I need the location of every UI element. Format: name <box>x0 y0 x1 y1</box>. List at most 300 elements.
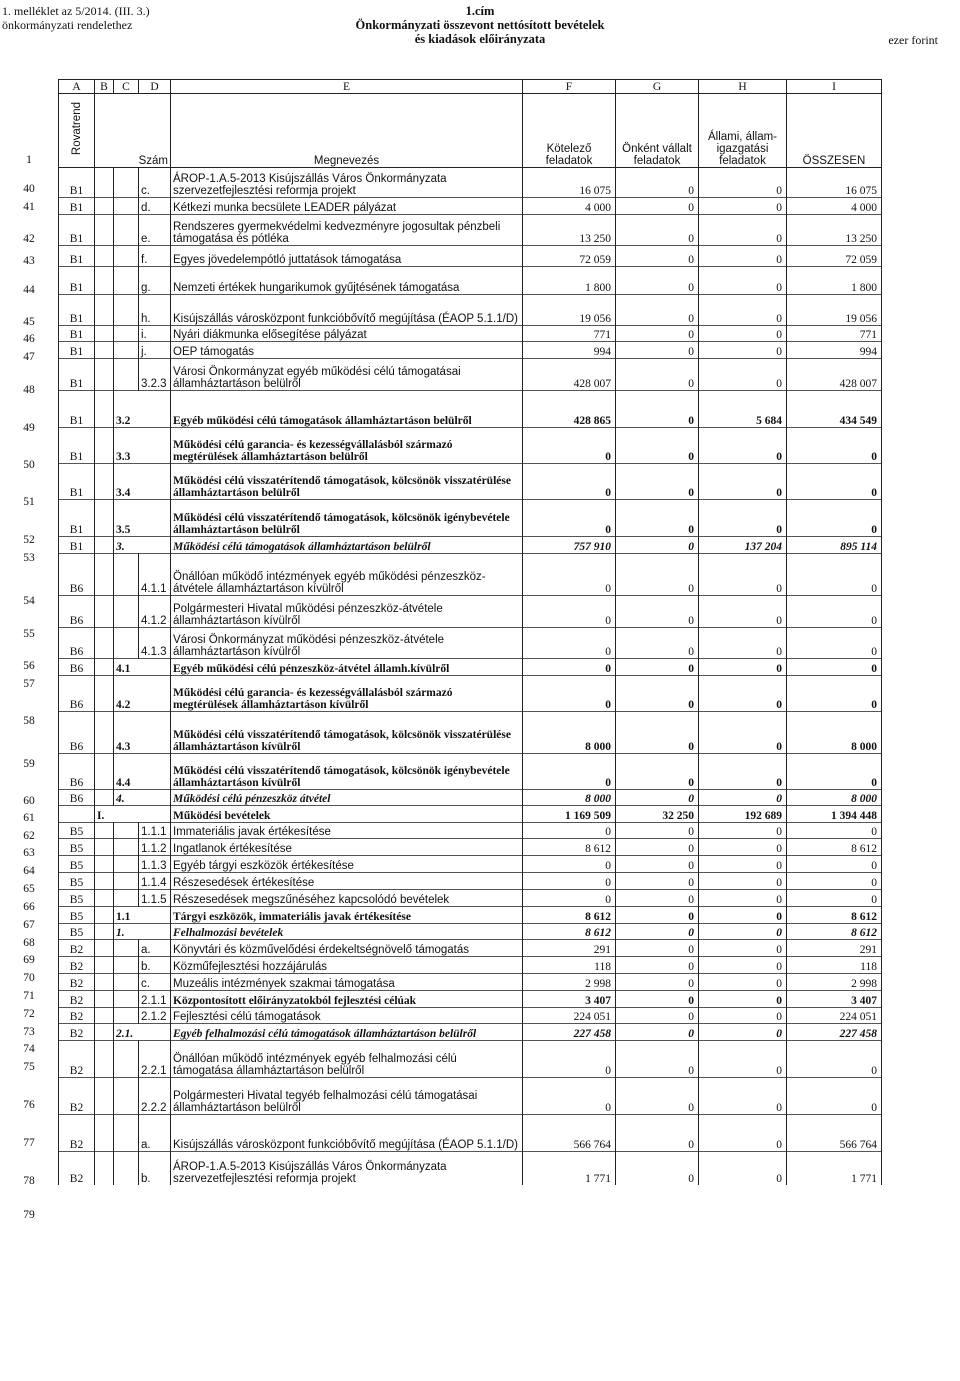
row-number: 75 <box>23 1061 35 1073</box>
table-row <box>59 873 882 890</box>
table-row <box>59 428 882 464</box>
spacer-cell <box>95 428 114 464</box>
kotelezo-header: Kötelező feladatok <box>523 94 616 168</box>
value-h: 192 689 <box>699 806 787 823</box>
row-number: 63 <box>23 847 35 859</box>
value-g: 0 <box>616 326 699 342</box>
value-i: 1 800 <box>787 267 882 295</box>
table-row <box>59 554 882 596</box>
rovatrend-cell: B2 <box>59 957 95 974</box>
value-g: 0 <box>616 554 699 596</box>
spacer-cell <box>95 754 114 790</box>
spacer-cell <box>95 326 114 342</box>
row-number: 52 <box>23 534 35 546</box>
row-number: 46 <box>23 333 35 345</box>
value-h: 0 <box>699 856 787 873</box>
value-f: 0 <box>523 464 616 500</box>
szam-cell: 1.1.5 <box>139 890 171 907</box>
col-letter-h: H <box>699 80 787 94</box>
rovatrend-cell: B5 <box>59 856 95 873</box>
value-h: 0 <box>699 957 787 974</box>
value-i: 0 <box>787 628 882 659</box>
rovatrend-cell: B5 <box>59 924 95 940</box>
value-f: 118 <box>523 957 616 974</box>
value-f: 3 407 <box>523 991 616 1008</box>
value-g: 0 <box>616 342 699 359</box>
item-name: Rendszeres gyermekvédelmi kedvezményre jogosultak pénzbeli támogatása és pótléka <box>171 215 523 246</box>
value-h: 0 <box>699 974 787 991</box>
value-i: 0 <box>787 1041 882 1078</box>
spacer-cell <box>114 342 139 359</box>
rovatrend-cell: B1 <box>59 246 95 267</box>
row-number: 65 <box>23 883 35 895</box>
value-g: 0 <box>616 659 699 676</box>
szam-cell: c. <box>139 168 171 198</box>
annex-line-1: 1. melléklet az 5/2014. (III. 3.) <box>2 4 150 18</box>
spacer-cell <box>95 790 114 806</box>
value-h: 0 <box>699 596 787 628</box>
szam-cell: i. <box>139 326 171 342</box>
value-h: 0 <box>699 342 787 359</box>
row-number: 79 <box>23 1209 35 1221</box>
spacer-cell <box>95 991 114 1008</box>
spacer-cell <box>95 342 114 359</box>
value-h: 0 <box>699 198 787 215</box>
item-name: Polgármesteri Hivatal tegyéb felhalmozási célú támogatásai államháztartáson belülről <box>171 1078 523 1115</box>
value-g: 0 <box>616 215 699 246</box>
value-i: 428 007 <box>787 359 882 391</box>
value-h: 0 <box>699 659 787 676</box>
item-name: Nemzeti értékek hungarikumok gyűjtésének támogatása <box>171 267 523 295</box>
row-number: 60 <box>23 795 35 807</box>
col-letter-f: F <box>523 80 616 94</box>
title-line-2: Önkormányzati összevont nettósított bevételek <box>355 18 605 32</box>
row-number: 49 <box>23 422 35 434</box>
szam-header: Szám <box>95 94 171 168</box>
spacer-cell <box>114 1078 139 1115</box>
table-row <box>59 295 882 326</box>
spacer-cell <box>95 890 114 907</box>
szam-cell: a. <box>139 940 171 957</box>
value-g: 0 <box>616 1008 699 1024</box>
table-row <box>59 676 882 712</box>
spacer-cell <box>95 596 114 628</box>
value-g: 0 <box>616 246 699 267</box>
value-f: 0 <box>523 823 616 839</box>
item-name: Egyéb felhalmozási célú támogatások államháztartáson belülről <box>171 1024 523 1041</box>
col-letter-d: D <box>139 80 171 94</box>
spacer-cell <box>95 198 114 215</box>
row-number: 61 <box>23 812 35 824</box>
spacer-cell <box>95 554 114 596</box>
value-i: 0 <box>787 1078 882 1115</box>
value-f: 8 612 <box>523 924 616 940</box>
item-name: Ingatlanok értékesítése <box>171 839 523 856</box>
value-g: 0 <box>616 676 699 712</box>
onkent-header: Önként vállalt feladatok <box>616 94 699 168</box>
value-f: 1 800 <box>523 267 616 295</box>
value-i: 994 <box>787 342 882 359</box>
row-number: 72 <box>23 1008 35 1020</box>
value-f: 4 000 <box>523 198 616 215</box>
col-letter-a: A <box>59 80 95 94</box>
value-g: 0 <box>616 924 699 940</box>
value-i: 8 000 <box>787 712 882 754</box>
value-f: 428 865 <box>523 391 616 428</box>
value-g: 0 <box>616 391 699 428</box>
rovatrend-cell: B2 <box>59 1078 95 1115</box>
allami-header: Állami, állam-igazgatási feladatok <box>699 94 787 168</box>
value-g: 0 <box>616 500 699 537</box>
table-row <box>59 957 882 974</box>
value-f: 566 764 <box>523 1115 616 1152</box>
rovatrend-label: Rovatrend <box>70 102 83 156</box>
value-h: 0 <box>699 823 787 839</box>
spacer-cell <box>114 957 139 974</box>
szam-cell: 2.1.2 <box>139 1008 171 1024</box>
value-g: 0 <box>616 359 699 391</box>
item-name: Közműfejlesztési hozzájárulás <box>171 957 523 974</box>
spacer-cell <box>114 628 139 659</box>
value-f: 0 <box>523 596 616 628</box>
row-number: 43 <box>23 255 35 267</box>
row-number: 54 <box>23 595 35 607</box>
rovatrend-cell <box>59 806 95 823</box>
spacer-cell <box>95 676 114 712</box>
table-row <box>59 806 882 823</box>
rovatrend-cell: B1 <box>59 342 95 359</box>
spacer-cell <box>95 712 114 754</box>
spacer-cell <box>95 839 114 856</box>
item-name: Részesedések megszűnéséhez kapcsolódó bevételek <box>171 890 523 907</box>
spacer-cell <box>114 890 139 907</box>
value-h: 0 <box>699 924 787 940</box>
row-number: 67 <box>23 919 35 931</box>
table-row <box>59 924 882 940</box>
rovatrend-cell: B6 <box>59 659 95 676</box>
value-i: 16 075 <box>787 168 882 198</box>
value-h: 0 <box>699 790 787 806</box>
value-i: 8 000 <box>787 790 882 806</box>
value-f: 0 <box>523 1078 616 1115</box>
spacer-cell <box>95 1024 114 1041</box>
value-f: 224 051 <box>523 1008 616 1024</box>
item-name: Működési célú visszatérítendő támogatások, kölcsönök visszatérülése államháztartáson kívülről <box>171 712 523 754</box>
spacer-cell <box>114 991 139 1008</box>
value-g: 0 <box>616 957 699 974</box>
value-i: 0 <box>787 464 882 500</box>
item-name: Egyéb működési célú pénzeszköz-átvétel államh.kívülről <box>171 659 523 676</box>
value-f: 771 <box>523 326 616 342</box>
value-h: 0 <box>699 890 787 907</box>
item-name: Egyéb tárgyi eszközök értékesítése <box>171 856 523 873</box>
rovatrend-cell: B5 <box>59 890 95 907</box>
szam-cell: 4.3 <box>114 712 171 754</box>
value-f: 0 <box>523 676 616 712</box>
table-row <box>59 267 882 295</box>
value-i: 13 250 <box>787 215 882 246</box>
rovatrend-cell: B5 <box>59 907 95 924</box>
value-f: 1 771 <box>523 1152 616 1185</box>
item-name: Kisújszállás városközpont funkcióbővítő megújítása (ÉAOP 5.1.1/D) <box>171 1115 523 1152</box>
rovatrend-cell: B1 <box>59 326 95 342</box>
value-g: 0 <box>616 168 699 198</box>
rovatrend-cell: B2 <box>59 1008 95 1024</box>
value-g: 0 <box>616 974 699 991</box>
rovatrend-cell: B1 <box>59 215 95 246</box>
value-h: 0 <box>699 428 787 464</box>
value-h: 0 <box>699 839 787 856</box>
spacer-cell <box>114 974 139 991</box>
value-i: 0 <box>787 500 882 537</box>
unit-label: ezer forint <box>888 33 938 47</box>
table-row <box>59 1152 882 1185</box>
item-name: Nyári diákmunka elősegítése pályázat <box>171 326 523 342</box>
value-i: 4 000 <box>787 198 882 215</box>
table-row <box>59 1024 882 1041</box>
spacer-cell <box>95 1041 114 1078</box>
value-g: 0 <box>616 464 699 500</box>
value-f: 8 612 <box>523 907 616 924</box>
szam-cell: 1. <box>114 924 171 940</box>
table-row <box>59 168 882 198</box>
szam-cell: 3.5 <box>114 500 171 537</box>
row-number: 42 <box>23 233 35 245</box>
osszesen-header: ÖSSZESEN <box>787 94 882 168</box>
spacer-cell <box>95 940 114 957</box>
table-row <box>59 907 882 924</box>
value-f: 0 <box>523 628 616 659</box>
value-h: 0 <box>699 246 787 267</box>
rovatrend-cell: B6 <box>59 754 95 790</box>
spacer-cell <box>114 856 139 873</box>
header-row-number: 1 <box>26 152 32 166</box>
szam-cell: g. <box>139 267 171 295</box>
value-h: 0 <box>699 712 787 754</box>
value-h: 0 <box>699 754 787 790</box>
table-row <box>59 198 882 215</box>
column-header-row <box>59 94 882 168</box>
spacer-cell <box>114 267 139 295</box>
rovatrend-cell: B1 <box>59 168 95 198</box>
value-g: 0 <box>616 198 699 215</box>
value-g: 0 <box>616 295 699 326</box>
item-name: ÁROP-1.A.5-2013 Kisújszállás Város Önkormányzata szervezetfejlesztési reformja projekt <box>171 168 523 198</box>
rovatrend-cell: B1 <box>59 295 95 326</box>
rovatrend-cell: B2 <box>59 940 95 957</box>
value-g: 0 <box>616 1115 699 1152</box>
spacer-cell <box>114 326 139 342</box>
rovatrend-cell: B2 <box>59 1024 95 1041</box>
item-name: Muzeális intézmények szakmai támogatása <box>171 974 523 991</box>
spacer-cell <box>95 823 114 839</box>
szam-cell: 4.1 <box>114 659 171 676</box>
item-name: Működési célú visszatérítendő támogatások, kölcsönök visszatérülése államháztartáson belülről <box>171 464 523 500</box>
value-h: 5 684 <box>699 391 787 428</box>
row-number: 41 <box>23 201 35 213</box>
value-f: 13 250 <box>523 215 616 246</box>
value-g: 0 <box>616 790 699 806</box>
value-i: 0 <box>787 890 882 907</box>
item-name: Kétkezi munka becsülete LEADER pályázat <box>171 198 523 215</box>
value-f: 757 910 <box>523 537 616 554</box>
table-row <box>59 359 882 391</box>
item-name: Könyvtári és közművelődési érdekeltségnövelő támogatás <box>171 940 523 957</box>
value-h: 0 <box>699 676 787 712</box>
value-i: 0 <box>787 823 882 839</box>
col-letter-c: C <box>114 80 139 94</box>
rovatrend-cell: B6 <box>59 554 95 596</box>
table-row <box>59 856 882 873</box>
row-number: 51 <box>23 496 35 508</box>
value-f: 72 059 <box>523 246 616 267</box>
value-g: 0 <box>616 1152 699 1185</box>
row-number: 71 <box>23 990 35 1002</box>
col-letter-i: I <box>787 80 882 94</box>
szam-cell: 3.2 <box>114 391 171 428</box>
spacer-cell <box>95 1008 114 1024</box>
table-row <box>59 890 882 907</box>
value-g: 0 <box>616 267 699 295</box>
megnevezes-header: Megnevezés <box>171 94 523 168</box>
value-f: 291 <box>523 940 616 957</box>
row-number: 62 <box>23 830 35 842</box>
value-h: 0 <box>699 554 787 596</box>
spacer-cell <box>114 554 139 596</box>
item-name: Működési célú visszatérítendő támogatások, kölcsönök igénybevétele államháztartáson kívülről <box>171 754 523 790</box>
row-number: 48 <box>23 384 35 396</box>
table-row <box>59 659 882 676</box>
value-h: 0 <box>699 215 787 246</box>
szam-cell: d. <box>139 198 171 215</box>
spacer-cell <box>95 215 114 246</box>
table-row <box>59 464 882 500</box>
rovatrend-cell: B5 <box>59 839 95 856</box>
value-f: 994 <box>523 342 616 359</box>
value-f: 0 <box>523 659 616 676</box>
spacer-cell <box>95 873 114 890</box>
value-g: 0 <box>616 907 699 924</box>
spacer-cell <box>114 295 139 326</box>
value-f: 1 169 509 <box>523 806 616 823</box>
szam-cell: 1.1.1 <box>139 823 171 839</box>
szam-cell: 1.1.4 <box>139 873 171 890</box>
value-i: 291 <box>787 940 882 957</box>
szam-cell: 4.1.2 <box>139 596 171 628</box>
value-h: 0 <box>699 1041 787 1078</box>
value-i: 0 <box>787 676 882 712</box>
spacer-cell <box>95 957 114 974</box>
value-i: 3 407 <box>787 991 882 1008</box>
value-f: 227 458 <box>523 1024 616 1041</box>
value-i: 8 612 <box>787 924 882 940</box>
budget-table-wrap <box>58 79 881 1185</box>
value-i: 224 051 <box>787 1008 882 1024</box>
szam-cell: h. <box>139 295 171 326</box>
value-i: 895 114 <box>787 537 882 554</box>
row-number: 45 <box>23 316 35 328</box>
szam-cell: 3.4 <box>114 464 171 500</box>
table-row <box>59 500 882 537</box>
col-letter-e: E <box>171 80 523 94</box>
value-g: 0 <box>616 628 699 659</box>
value-i: 0 <box>787 428 882 464</box>
table-row <box>59 754 882 790</box>
spacer-cell <box>114 1115 139 1152</box>
spacer-cell <box>95 907 114 924</box>
value-h: 0 <box>699 168 787 198</box>
value-i: 8 612 <box>787 907 882 924</box>
value-i: 0 <box>787 856 882 873</box>
row-number: 78 <box>23 1175 35 1187</box>
value-h: 0 <box>699 359 787 391</box>
row-number: 50 <box>23 459 35 471</box>
value-h: 0 <box>699 500 787 537</box>
rovatrend-cell: B1 <box>59 359 95 391</box>
value-h: 0 <box>699 991 787 1008</box>
spacer-cell <box>95 628 114 659</box>
value-h: 137 204 <box>699 537 787 554</box>
value-f: 8 612 <box>523 839 616 856</box>
table-row <box>59 790 882 806</box>
spacer-cell <box>95 1152 114 1185</box>
rovatrend-cell: B5 <box>59 823 95 839</box>
row-number: 53 <box>23 552 35 564</box>
value-h: 0 <box>699 464 787 500</box>
rovatrend-cell: B6 <box>59 712 95 754</box>
value-i: 19 056 <box>787 295 882 326</box>
szam-cell: c. <box>139 974 171 991</box>
row-number: 74 <box>23 1043 35 1055</box>
rovatrend-header <box>59 94 95 168</box>
rovatrend-cell: B1 <box>59 391 95 428</box>
value-i: 0 <box>787 596 882 628</box>
item-name: Önállóan működő intézmények egyéb működési pénzeszköz-átvétele államháztartáson kívülről <box>171 554 523 596</box>
spacer-cell <box>95 1078 114 1115</box>
row-number: 55 <box>23 628 35 640</box>
value-i: 0 <box>787 873 882 890</box>
spacer-cell <box>95 537 114 554</box>
value-f: 0 <box>523 873 616 890</box>
value-i: 1 394 448 <box>787 806 882 823</box>
szam-cell: 1.1 <box>114 907 171 924</box>
table-row <box>59 246 882 267</box>
column-letter-row <box>59 80 882 94</box>
spacer-cell <box>114 215 139 246</box>
item-name: Központosított előirányzatokból fejlesztési célúak <box>171 991 523 1008</box>
item-name: Tárgyi eszközök, immateriális javak értékesítése <box>171 907 523 924</box>
item-name: Városi Önkormányzat működési pénzeszköz-átvétele államháztartáson kívülről <box>171 628 523 659</box>
table-row <box>59 991 882 1008</box>
item-name: Önállóan működő intézmények egyéb felhalmozási célú támogatása államháztartáson belülről <box>171 1041 523 1078</box>
value-g: 0 <box>616 940 699 957</box>
szam-cell: 4.1.3 <box>139 628 171 659</box>
value-g: 0 <box>616 1041 699 1078</box>
table-row <box>59 1041 882 1078</box>
table-row <box>59 342 882 359</box>
rovatrend-cell: B1 <box>59 267 95 295</box>
szam-cell: f. <box>139 246 171 267</box>
rovatrend-cell: B1 <box>59 500 95 537</box>
value-f: 428 007 <box>523 359 616 391</box>
row-number: 57 <box>23 678 35 690</box>
value-h: 0 <box>699 267 787 295</box>
table-row <box>59 1078 882 1115</box>
rovatrend-cell: B1 <box>59 537 95 554</box>
value-h: 0 <box>699 1078 787 1115</box>
value-h: 0 <box>699 873 787 890</box>
spacer-cell <box>114 1008 139 1024</box>
